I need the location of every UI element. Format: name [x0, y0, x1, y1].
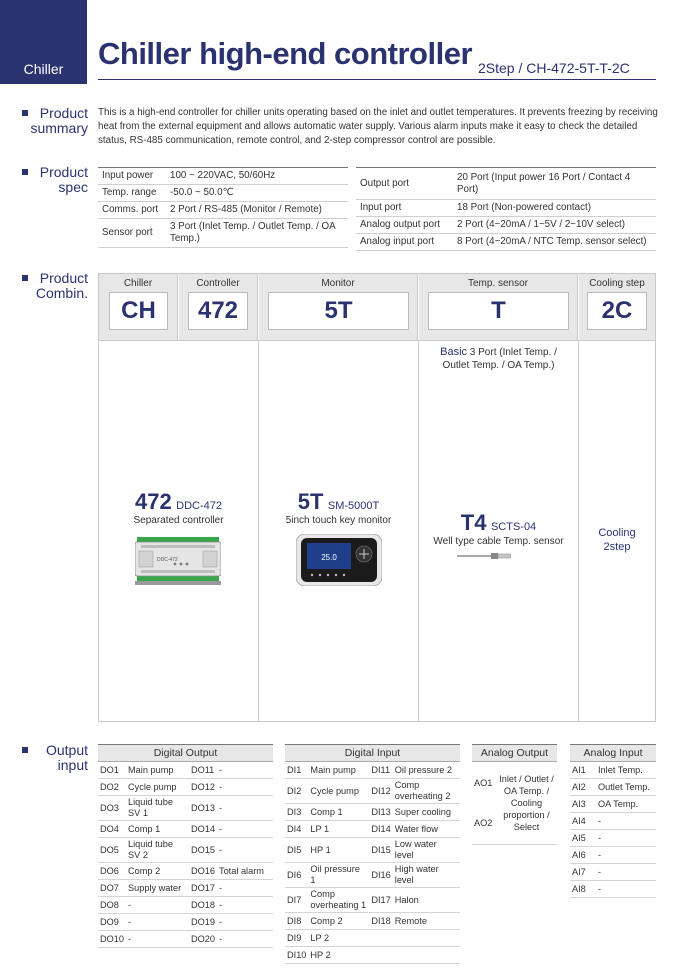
digital-input-title: Digital Input — [285, 745, 460, 762]
table-cell: Main pump — [126, 762, 189, 779]
spec-row: Analog output port 2 Port (4~20mA / 1~5V / 2~10V select) — [356, 217, 656, 234]
table-cell: Cycle pump — [126, 779, 189, 796]
table-cell: AI8 — [570, 881, 596, 898]
table-row — [285, 838, 460, 863]
table-cell: - — [217, 779, 273, 796]
table-row — [570, 762, 656, 779]
spec-table-right — [356, 167, 656, 251]
table-cell: DO9 — [98, 914, 126, 931]
table-cell: DI12 — [369, 779, 392, 804]
table-row — [285, 930, 460, 947]
table-row — [98, 897, 273, 914]
table-cell: DO10 — [98, 931, 126, 948]
table-cell: DI13 — [369, 804, 392, 821]
table-cell — [369, 930, 392, 947]
sensor-basic-info — [431, 346, 566, 372]
combination-grid — [98, 273, 656, 722]
spec-row: Input power 100 ~ 220VAC, 50/60Hz — [98, 168, 348, 185]
table-cell: Main pump — [308, 762, 369, 779]
cooling-info — [579, 526, 655, 554]
bullet-icon — [22, 747, 28, 753]
table-cell: AI7 — [570, 864, 596, 881]
analog-output-title: Analog Output — [472, 745, 557, 762]
table-row — [285, 947, 460, 964]
controller-info — [99, 489, 258, 526]
table-cell: DI9 — [285, 930, 308, 947]
table-row — [570, 830, 656, 847]
spec-row: Output port 20 Port (Input power 16 Port / Contact 4 Port) — [356, 168, 656, 200]
table-cell: DI5 — [285, 838, 308, 863]
table-row — [285, 779, 460, 804]
table-cell: Comp 1 — [308, 804, 369, 821]
code-box: 5T — [268, 292, 409, 330]
table-cell: Super cooling — [393, 804, 460, 821]
table-cell: DO12 — [189, 779, 217, 796]
table-cell: - — [217, 762, 273, 779]
table-cell: HP 1 — [308, 838, 369, 863]
cooling-line1: Cooling — [598, 527, 636, 539]
table-cell: Supply water — [126, 880, 189, 897]
table-row — [98, 796, 273, 821]
table-row — [472, 762, 557, 845]
table-cell: - — [217, 914, 273, 931]
table-row — [98, 838, 273, 863]
bullet-icon — [22, 110, 28, 116]
combo-col-divider — [258, 340, 259, 721]
table-cell: Water flow — [393, 821, 460, 838]
table-cell: DO11 — [189, 762, 217, 779]
table-cell: DO19 — [189, 914, 217, 931]
monitor-screen-value: 25.0 — [321, 553, 337, 562]
section-heading-combin: Product Combin. — [22, 271, 88, 301]
table-cell — [369, 947, 392, 964]
monitor-model: SM-5000T — [327, 500, 380, 512]
title-divider — [98, 79, 656, 80]
section-heading-spec: Product spec — [22, 165, 88, 195]
category-tag — [0, 0, 87, 84]
table-cell: - — [596, 813, 656, 830]
table-cell: OA Temp. — [596, 796, 656, 813]
table-row — [98, 821, 273, 838]
table-cell: - — [217, 838, 273, 863]
table-cell — [393, 947, 460, 964]
spec-table-left — [98, 167, 348, 248]
table-cell: DO4 — [98, 821, 126, 838]
table-row — [98, 880, 273, 897]
table-cell: - — [126, 897, 189, 914]
combo-col-controller: Controller 472 — [179, 274, 258, 340]
table-row — [98, 914, 273, 931]
table-cell: DI2 — [285, 779, 308, 804]
table-cell: DI18 — [369, 913, 392, 930]
table-cell: AI2 — [570, 779, 596, 796]
sensor-model: SCTS-04 — [490, 521, 537, 533]
analog-input-table — [570, 744, 656, 898]
sensor-basic-label: Basic — [440, 346, 468, 358]
spec-row: Analog input port 8 Port (4~20mA / NTC Temp. sensor select) — [356, 234, 656, 251]
table-row — [570, 847, 656, 864]
table-cell: DO20 — [189, 931, 217, 948]
table-cell: - — [126, 931, 189, 948]
table-row — [570, 813, 656, 830]
table-cell: - — [217, 880, 273, 897]
table-row — [285, 821, 460, 838]
code-box: 2C — [587, 292, 647, 330]
combo-col-chiller: Chiller CH — [99, 274, 178, 340]
analog-output-table — [472, 744, 557, 845]
table-cell: DI14 — [369, 821, 392, 838]
category-tag-label: Chiller — [23, 61, 64, 77]
table-cell: DO1 — [98, 762, 126, 779]
table-cell: DI16 — [369, 863, 392, 888]
table-cell: DO3 — [98, 796, 126, 821]
monitor-big-code: 5T — [297, 489, 324, 514]
table-cell: - — [126, 914, 189, 931]
monitor-info — [259, 489, 418, 526]
table-row — [570, 779, 656, 796]
table-cell: DI10 — [285, 947, 308, 964]
table-cell: High water level — [393, 863, 460, 888]
table-row — [98, 931, 273, 948]
table-cell: Oil pressure 1 — [308, 863, 369, 888]
table-cell: AI5 — [570, 830, 596, 847]
table-cell: Inlet Temp. — [596, 762, 656, 779]
table-cell: DO6 — [98, 863, 126, 880]
table-cell: Comp overheating 1 — [308, 888, 369, 913]
controller-device-image — [135, 531, 221, 587]
table-cell: DO2 — [98, 779, 126, 796]
table-row — [285, 888, 460, 913]
combo-col-temp-sensor: Temp. sensor T — [419, 274, 578, 340]
table-cell: DO7 — [98, 880, 126, 897]
table-cell: - — [217, 796, 273, 821]
table-cell: DI6 — [285, 863, 308, 888]
combo-col-cooling-step: Cooling step 2C — [579, 274, 655, 340]
table-row — [98, 762, 273, 779]
table-cell: DO17 — [189, 880, 217, 897]
spec-row: Input port 18 Port (Non-powered contact) — [356, 200, 656, 217]
table-cell: DO8 — [98, 897, 126, 914]
table-row — [285, 913, 460, 930]
table-cell: Outlet Temp. — [596, 779, 656, 796]
code-box: 472 — [188, 292, 248, 330]
table-cell: AI6 — [570, 847, 596, 864]
table-cell: Low water level — [393, 838, 460, 863]
table-cell: - — [217, 931, 273, 948]
table-row — [570, 864, 656, 881]
table-cell: HP 2 — [308, 947, 369, 964]
table-cell: - — [217, 821, 273, 838]
table-cell: DI3 — [285, 804, 308, 821]
table-cell: DI15 — [369, 838, 392, 863]
table-cell: Comp 2 — [308, 913, 369, 930]
table-cell: Remote — [393, 913, 460, 930]
table-cell: DI17 — [369, 888, 392, 913]
monitor-device-image — [296, 534, 382, 586]
table-row — [285, 863, 460, 888]
table-cell: - — [596, 864, 656, 881]
spec-row: Comms. port 2 Port / RS-485 (Monitor / Remote) — [98, 202, 348, 219]
table-row — [570, 881, 656, 898]
code-box: T — [428, 292, 569, 330]
section-heading-summary: Product summary — [22, 106, 88, 136]
sensor-big-code: T4 — [460, 510, 487, 535]
table-cell: DI8 — [285, 913, 308, 930]
table-cell: AI1 — [570, 762, 596, 779]
table-cell: LP 2 — [308, 930, 369, 947]
sensor-device-image — [457, 550, 511, 562]
table-cell: DO18 — [189, 897, 217, 914]
table-cell: DO15 — [189, 838, 217, 863]
ao1-label: AO1 — [474, 778, 493, 788]
table-cell: DI1 — [285, 762, 308, 779]
table-cell: LP 1 — [308, 821, 369, 838]
code-box: CH — [109, 292, 168, 330]
bullet-icon — [22, 169, 28, 175]
bullet-icon — [22, 275, 28, 281]
table-cell: Liquid tube SV 1 — [126, 796, 189, 821]
digital-output-title: Digital Output — [98, 745, 273, 762]
sensor-info — [419, 510, 578, 547]
spec-row: Sensor port 3 Port (Inlet Temp. / Outlet Temp. / OA Temp.) — [98, 219, 348, 248]
table-cell: - — [596, 881, 656, 898]
table-cell: Comp 2 — [126, 863, 189, 880]
table-cell: DO5 — [98, 838, 126, 863]
section-heading-io: Output input — [22, 743, 88, 773]
table-cell: DI7 — [285, 888, 308, 913]
table-cell: Liquid tube SV 2 — [126, 838, 189, 863]
table-row — [570, 796, 656, 813]
digital-input-table — [285, 744, 460, 964]
analog-output-desc: Inlet / Outlet / OA Temp. / Cooling proportion / Select — [496, 762, 557, 845]
digital-output-table — [98, 744, 273, 948]
table-cell: DO14 — [189, 821, 217, 838]
table-cell: - — [596, 830, 656, 847]
controller-model: DDC-472 — [176, 500, 223, 512]
table-cell: - — [217, 897, 273, 914]
table-cell: Total alarm — [217, 863, 273, 880]
combo-header-divider — [99, 340, 655, 341]
monitor-caption: 5inch touch key monitor — [285, 515, 392, 526]
controller-device-label: DDC-472 — [157, 557, 178, 563]
table-cell: - — [596, 847, 656, 864]
table-cell: Comp overheating 2 — [393, 779, 460, 804]
table-cell: DI4 — [285, 821, 308, 838]
table-cell: AI4 — [570, 813, 596, 830]
table-cell: Halon — [393, 888, 460, 913]
page-subtitle: 2Step / CH-472-5T-T-2C — [478, 60, 630, 76]
controller-big-code: 472 — [134, 489, 172, 514]
sensor-basic-text: 3 Port (Inlet Temp. / Outlet Temp. / OA Temp.) — [442, 347, 557, 371]
table-cell: DO13 — [189, 796, 217, 821]
table-cell: Cycle pump — [308, 779, 369, 804]
controller-caption: Separated controller — [133, 515, 224, 526]
summary-text: This is a high-end controller for chiller units operating based on the inlet and outlet temperatures. It prevents freezing by receiving heat from the external equipment and allows automatic water supply. Various alarm inputs make it easy to check the detailed status, RS-485 communication, remote control, and 2-step compressor control are possible. — [98, 107, 658, 146]
table-cell: DO16 — [189, 863, 217, 880]
sensor-caption: Well type cable Temp. sensor — [433, 536, 564, 547]
table-row — [285, 762, 460, 779]
table-row — [285, 804, 460, 821]
table-cell — [393, 930, 460, 947]
spec-row: Temp. range -50.0 ~ 50.0℃ — [98, 185, 348, 202]
table-cell: DI11 — [369, 762, 392, 779]
combo-col-monitor: Monitor 5T — [259, 274, 418, 340]
table-cell: AI3 — [570, 796, 596, 813]
table-cell: Comp 1 — [126, 821, 189, 838]
cooling-line2: 2step — [603, 541, 631, 553]
page-title: Chiller high-end controller — [98, 36, 473, 71]
table-row — [98, 779, 273, 796]
table-row — [98, 863, 273, 880]
table-cell: Oil pressure 2 — [393, 762, 460, 779]
analog-input-title: Analog Input — [570, 745, 656, 762]
ao2-label: AO2 — [474, 818, 493, 828]
